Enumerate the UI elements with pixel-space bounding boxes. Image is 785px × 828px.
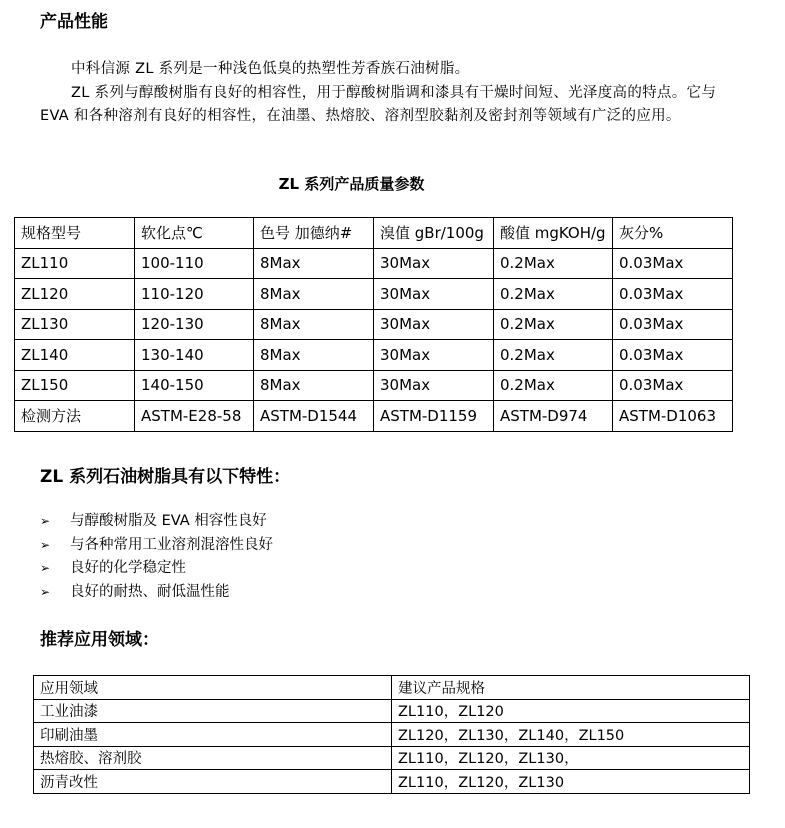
list-item-text: 良好的化学稳定性: [70, 560, 186, 576]
table-cell: 0.03Max: [613, 340, 733, 371]
table-cell: ZL120，ZL130，ZL140，ZL150: [392, 723, 750, 747]
table-cell: 8Max: [254, 279, 374, 310]
list-item: [40, 581, 273, 605]
list-item-text: 与各种常用工业溶剂混溶性良好: [70, 536, 273, 553]
table-cell: ASTM-D1159: [374, 401, 494, 432]
spec-header-cell: 软化点℃: [135, 218, 254, 249]
table-cell: 30Max: [374, 370, 494, 401]
section-heading-applications: 推荐应用领域：: [40, 630, 159, 650]
table-cell: 0.03Max: [613, 279, 733, 310]
table-cell: 沥青改性: [34, 770, 392, 794]
spec-header-cell: 酸值 mgKOH/g: [494, 218, 613, 249]
spec-header-cell: 色号 加德纳#: [254, 218, 374, 249]
list-item: [40, 510, 273, 534]
table-cell: 0.2Max: [494, 248, 613, 279]
arrow-bullet-icon: ➢: [40, 584, 51, 599]
table-row: [15, 340, 733, 371]
table-cell: 140-150: [135, 370, 254, 401]
table-cell: 130-140: [135, 340, 254, 371]
table-cell: 30Max: [374, 248, 494, 279]
spec-table-header-row: [15, 218, 733, 249]
intro-paragraph-1: 中科信源 ZL 系列是一种浅色低臭的热塑性芳香族石油树脂。: [71, 61, 470, 77]
table-row: [15, 279, 733, 310]
spec-header-cell: 规格型号: [15, 218, 135, 249]
arrow-bullet-icon: ➢: [40, 537, 51, 552]
list-item: [40, 557, 273, 581]
arrow-bullet-icon: ➢: [40, 514, 51, 528]
table-cell: ZL150: [15, 370, 135, 401]
intro-paragraph-2: ZL 系列与醇酸树脂有良好的相容性，用于醇酸树脂调和漆具有干燥时间短、光泽度高的特点。它与 EVA 和各种溶剂有良好的相容性，在油墨、热熔胶、溶剂型胶黏剂及密封剂等领域有广泛的应用。: [40, 84, 717, 124]
table-cell: ASTM-D1544: [254, 401, 374, 432]
table-cell: ZL110，ZL120: [392, 699, 750, 723]
table-row: [15, 309, 733, 340]
table-cell: 0.2Max: [494, 370, 613, 401]
applications-table: [33, 675, 750, 794]
list-item: [40, 534, 273, 558]
table-cell: 0.2Max: [494, 309, 613, 340]
applications-header-cell: 建议产品规格: [392, 676, 750, 700]
table-cell: 30Max: [374, 340, 494, 371]
table-row: [15, 370, 733, 401]
table-cell: 8Max: [254, 248, 374, 279]
table-cell: ZL140: [15, 340, 135, 371]
applications-header-cell: 应用领域: [34, 676, 392, 700]
feature-list: [40, 510, 273, 604]
table-cell: 热熔胶、溶剂胶: [34, 746, 392, 770]
intro-text: [40, 58, 740, 129]
table-cell: 0.2Max: [494, 340, 613, 371]
table-cell: 工业油漆: [34, 699, 392, 723]
section-heading-features: ZL 系列石油树脂具有以下特性：: [40, 467, 291, 487]
table-cell: ZL110，ZL120，ZL130: [392, 770, 750, 794]
table-row: [34, 746, 750, 770]
table-cell: 检测方法: [15, 401, 135, 432]
arrow-bullet-icon: ➢: [40, 561, 51, 575]
spec-table: [14, 217, 733, 432]
table-cell: 0.03Max: [613, 370, 733, 401]
table-cell: 0.03Max: [613, 309, 733, 340]
table-cell: ASTM-D1063: [613, 401, 733, 432]
table-row: [34, 723, 750, 747]
list-item-text: 良好的耐热、耐低温性能: [70, 583, 230, 600]
table-cell: ZL130: [15, 309, 135, 340]
table-cell: 8Max: [254, 340, 374, 371]
table-row-test-method: [15, 401, 733, 432]
spec-header-cell: 灰分%: [613, 218, 733, 249]
table-cell: 0.03Max: [613, 248, 733, 279]
table-cell: 30Max: [374, 279, 494, 310]
spec-table-title: ZL 系列产品质量参数: [278, 175, 425, 193]
table-cell: 8Max: [254, 309, 374, 340]
table-cell: 120-130: [135, 309, 254, 340]
table-cell: ZL110，ZL120，ZL130，: [392, 746, 750, 770]
table-cell: 110-120: [135, 279, 254, 310]
table-cell: 30Max: [374, 309, 494, 340]
table-row: [15, 248, 733, 279]
applications-header-row: [34, 676, 750, 700]
table-cell: 8Max: [254, 370, 374, 401]
table-cell: ZL120: [15, 279, 135, 310]
table-row: [34, 770, 750, 794]
table-cell: 印刷油墨: [34, 723, 392, 747]
table-row: [34, 699, 750, 723]
list-item-text: 与醇酸树脂及 EVA 相容性良好: [70, 513, 267, 529]
section-heading-performance: 产品性能: [40, 12, 108, 32]
table-cell: ZL110: [15, 248, 135, 279]
spec-header-cell: 溴值 gBr/100g: [374, 218, 494, 249]
table-cell: 0.2Max: [494, 279, 613, 310]
table-cell: ASTM-E28-58: [135, 401, 254, 432]
table-cell: 100-110: [135, 248, 254, 279]
table-cell: ASTM-D974: [494, 401, 613, 432]
